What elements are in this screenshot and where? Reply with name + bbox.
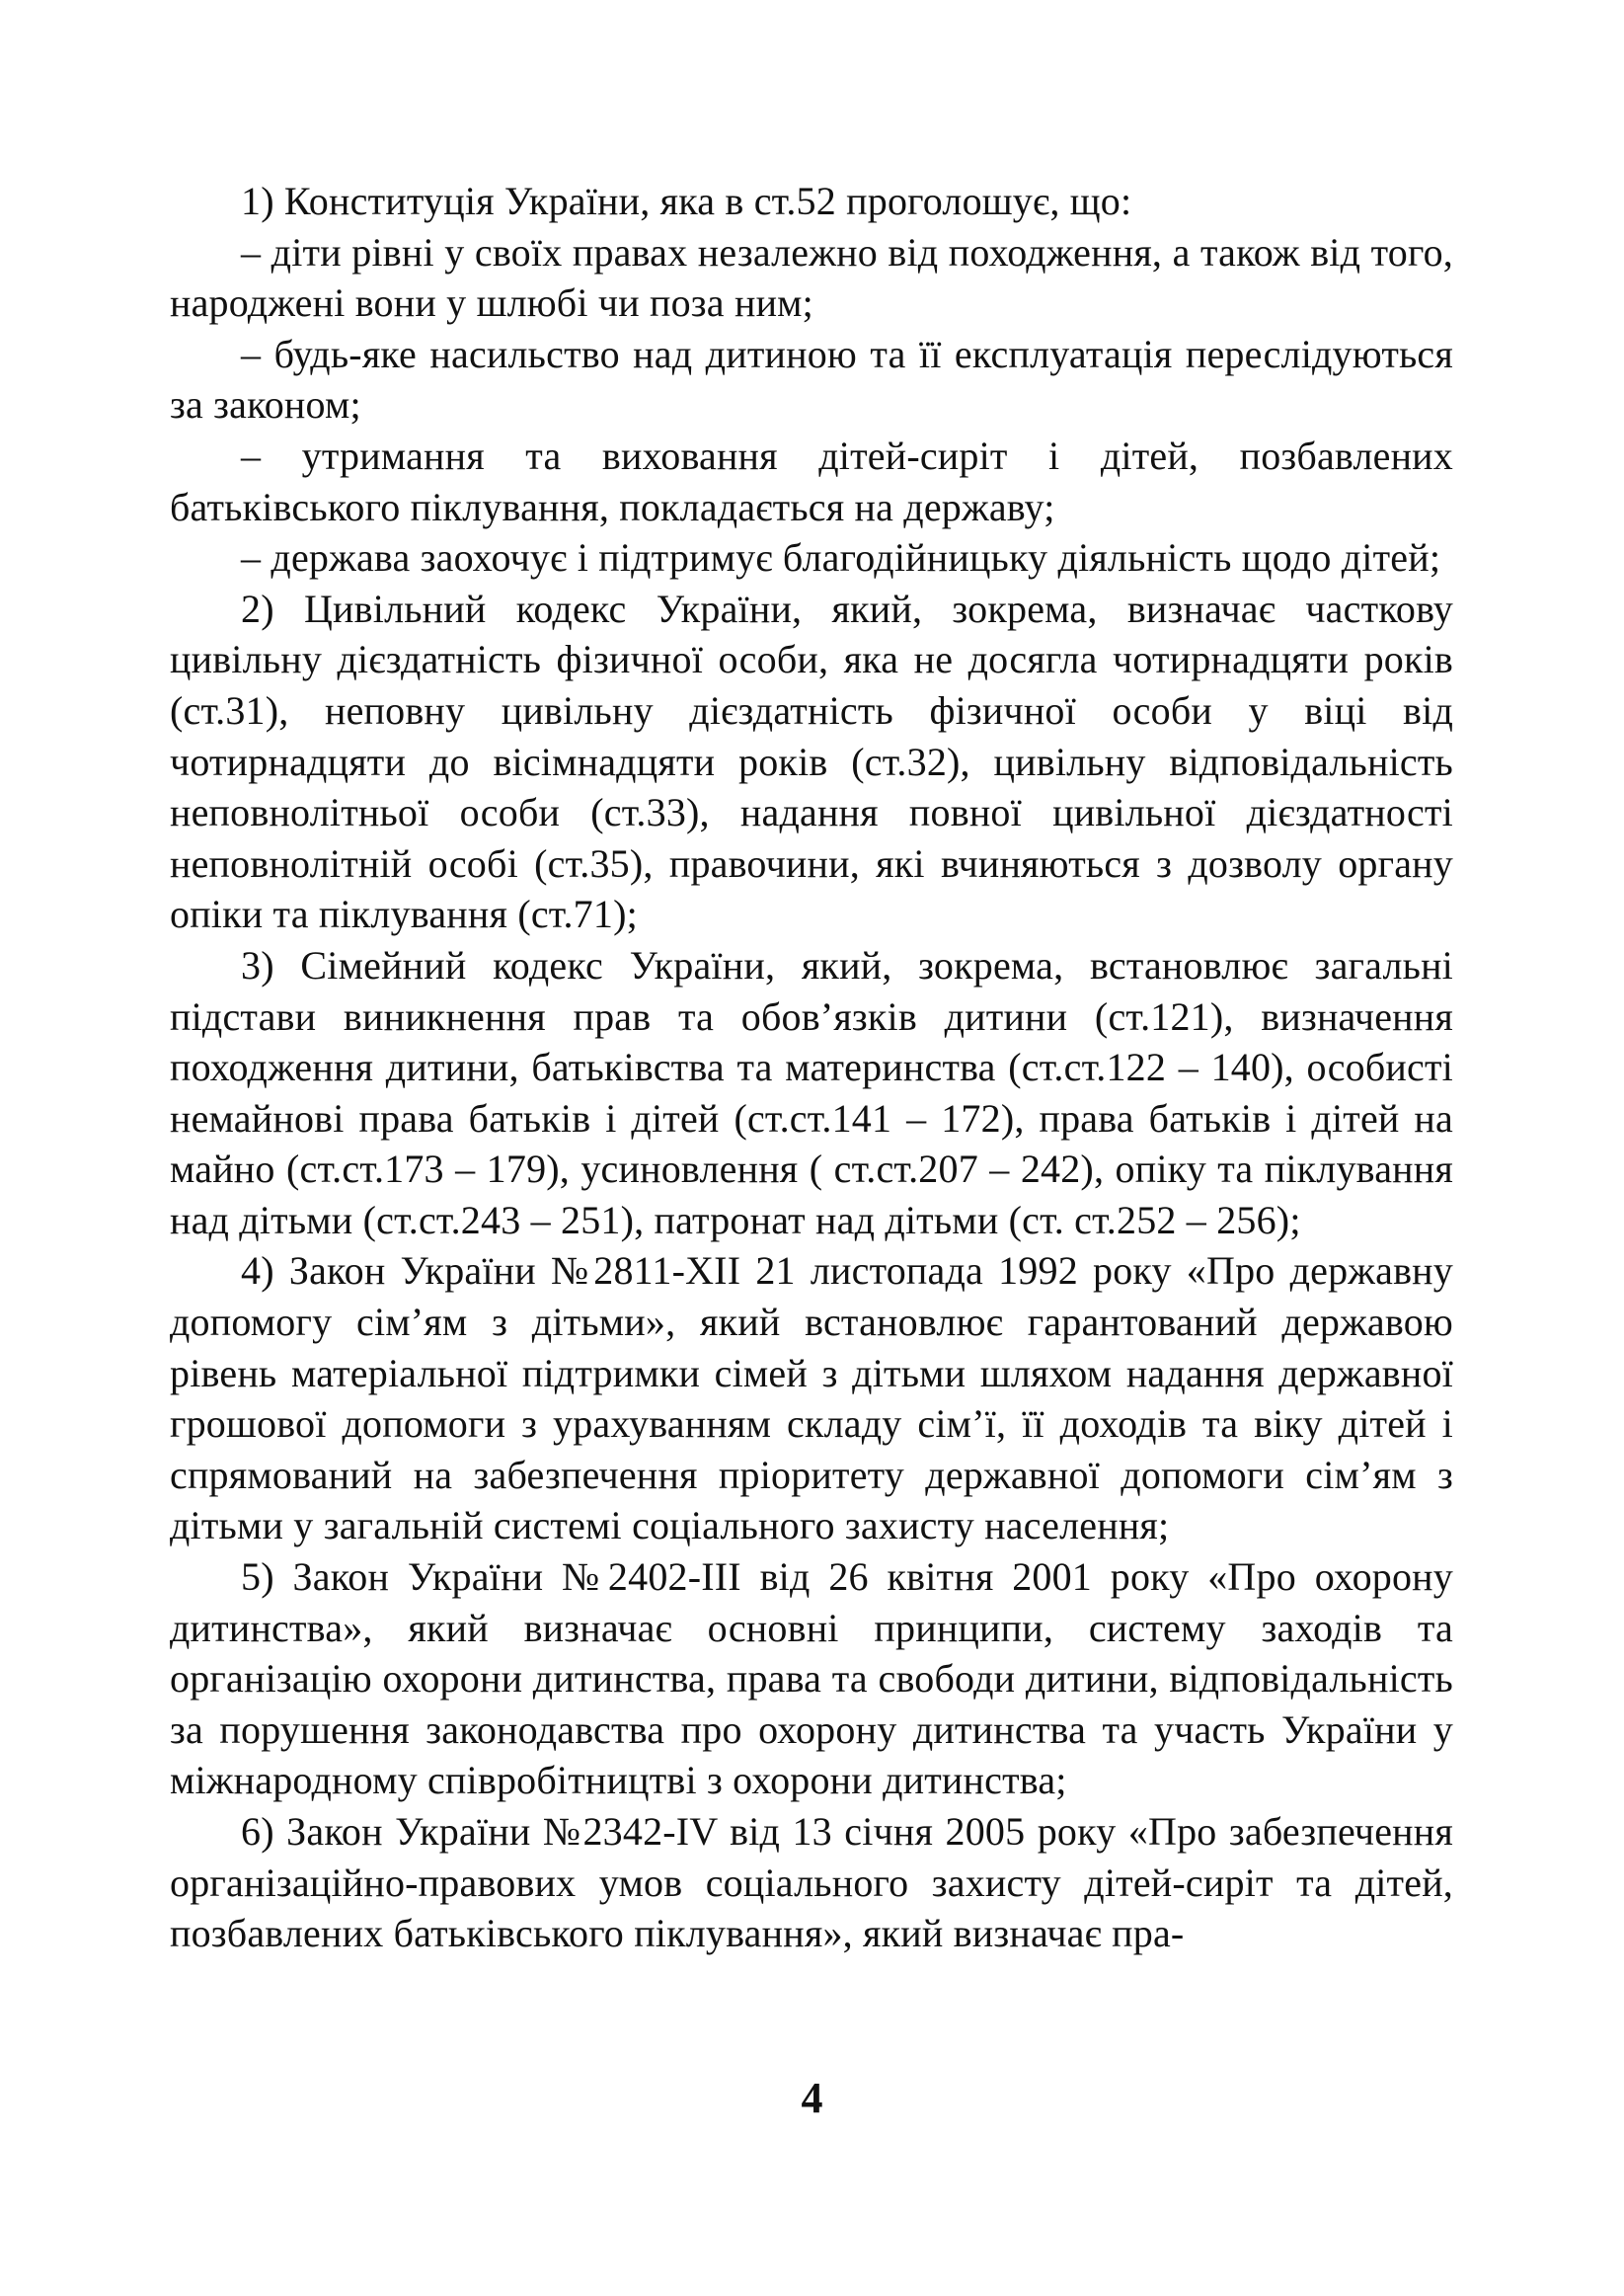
paragraph-7: 3) Сімейний кодекс України, який, зокрема, встановлює загальні підстави виникнення прав та обов’язків дитини (ст.121), визначення походження дитини, батьківства та материнства (ст.ст.122 – 140), особисті немайнові права батьків і дітей (ст.ст.141 – 172), права батьків і дітей на майно (ст.ст.173 – 179), усиновлення ( ст.ст.207 – 242), опіку та піклування над дітьми (ст.ст.243 – 251), патронат над дітьми (ст. ст.252 – 256); (170, 942, 1453, 1242)
paragraph-1: 1) Конституція України, яка в ст.52 проголошує, що: (241, 179, 1132, 223)
paragraph-2: – діти рівні у своїх правах незалежно від походження, а також від того, народжені вони у шлюбі чи поза ним; (170, 229, 1453, 326)
paragraph-10: 6) Закон України №2342-IV від 13 січня 2005 року «Про забезпечення організаційно-правових умов соціального захисту дітей-сиріт та дітей, позбавлених батьківського піклування», який визначає пра- (170, 1809, 1453, 1956)
paragraph-3: – будь-яке насильство над дитиною та її експлуатація переслідуються за законом; (170, 331, 1453, 428)
page-number: 4 (801, 2074, 823, 2122)
paragraph-5: – держава заохочує і підтримує благодійницьку діяльність щодо дітей; (241, 535, 1441, 581)
paragraph-4: – утримання та виховання дітей-сиріт і дітей, позбавлених батьківського піклування, покладається на державу; (170, 433, 1453, 529)
body-text (170, 176, 1453, 1959)
paragraph-6: 2) Цивільний кодекс України, який, зокрема, визначає часткову цивільну дієздатність фізичної особи, яка не досягла чотирнадцяти років (ст.31), неповну цивільну дієздатність фізичної особи у віці від чотирнадцяти до вісімнадцяти років (ст.32), цивільну відповідальність неповнолітньої особи (ст.33), надання повної цивільної дієздатності неповнолітній особі (ст.35), правочини, які вчиняються з дозволу органу опіки та піклування (ст.71); (170, 586, 1453, 937)
paragraph-8: 4) Закон України №2811-XII 21 листопада 1992 року «Про державну допомогу сім’ям з дітьми», який встановлює гарантований державою рівень матеріальної підтримки сімей з дітьми шляхом надання державної грошової допомоги з урахуванням складу сім’ї, її доходів та віку дітей і спрямований на забезпечення пріоритету державної допомоги сім’ям з дітьми у загальній системі соціального захисту населення; (170, 1248, 1453, 1548)
paragraph-9: 5) Закон України №2402-III від 26 квітня 2001 року «Про охорону дитинства», який визначає основні принципи, систему заходів та організацію охорони дитинства, права та свободи дитини, відповідальність за порушення законодавства про охорону дитинства та участь України у міжнародному співробітництві з охорони дитинства; (170, 1554, 1453, 1803)
